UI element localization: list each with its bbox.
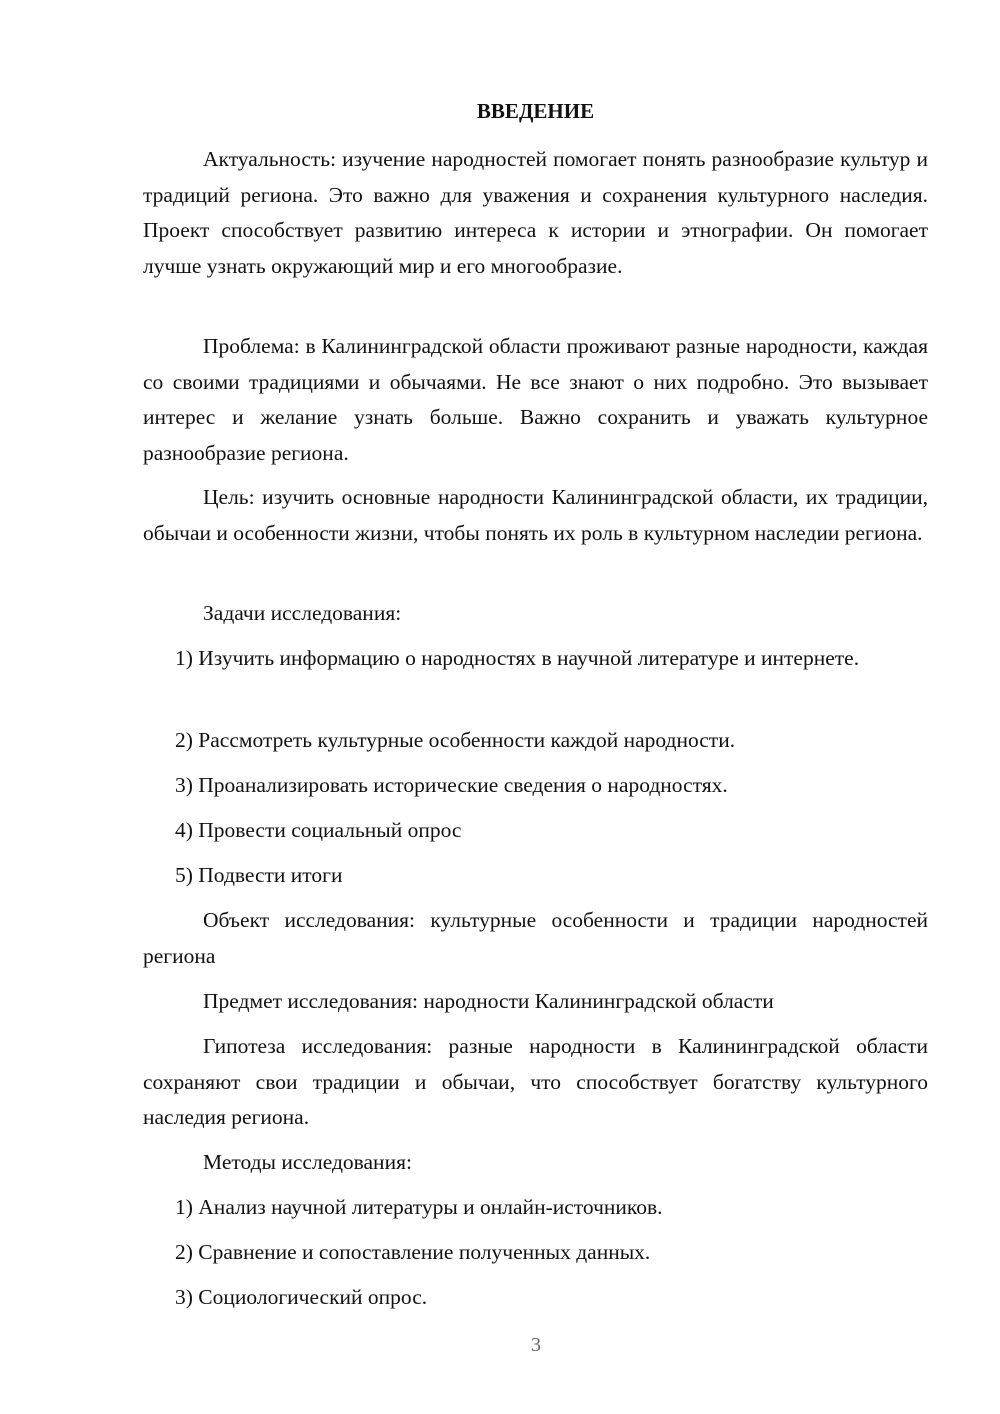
method-text: 1) Анализ научной литературы и онлайн-источников. xyxy=(175,1195,663,1219)
tasks-heading-text: Задачи исследования: xyxy=(203,601,402,625)
subject-text: Предмет исследования: народности Калининградской области xyxy=(203,989,774,1013)
goal-paragraph xyxy=(143,480,928,551)
task-text: 5) Подвести итоги xyxy=(175,863,343,887)
methods-heading xyxy=(143,1145,928,1181)
method-text: 3) Социологический опрос. xyxy=(175,1285,428,1309)
task-item-1 xyxy=(143,641,928,677)
method-item-2 xyxy=(143,1235,928,1271)
method-item-3 xyxy=(143,1280,928,1316)
method-item-1 xyxy=(143,1190,928,1226)
problem-paragraph xyxy=(143,329,928,471)
object-paragraph xyxy=(143,903,928,974)
method-text: 2) Сравнение и сопоставление полученных данных. xyxy=(175,1240,651,1264)
task-text: 3) Проанализировать исторические сведения о народностях. xyxy=(175,773,728,797)
tasks-heading xyxy=(143,596,928,632)
task-item-5 xyxy=(143,858,928,894)
relevance-paragraph xyxy=(143,142,928,284)
task-text: 1) Изучить информацию о народностях в научной литературе и интернете. xyxy=(175,646,860,670)
hypothesis-text: Гипотеза исследования: разные народности в Калининградской области сохраняют свои традиции и обычаи, что способствует богатству культурного наследия региона. xyxy=(143,1034,928,1129)
object-text: Объект исследования: культурные особенности и традиции народностей региона xyxy=(143,908,928,968)
task-text: 2) Рассмотреть культурные особенности каждой народности. xyxy=(175,728,736,752)
page-number: 3 xyxy=(531,1334,541,1356)
task-item-2 xyxy=(143,723,928,759)
problem-text: Проблема: в Калининградской области проживают разные народности, каждая со своими традициями и обычаями. Не все знают о них подробно. Это вызывает интерес и желание узнать больше. Важно сохранить и уважать культурное разнообразие региона. xyxy=(143,334,928,465)
task-item-4 xyxy=(143,813,928,849)
hypothesis-paragraph xyxy=(143,1029,928,1136)
methods-heading-text: Методы исследования: xyxy=(203,1150,412,1174)
task-text: 4) Провести социальный опрос xyxy=(175,818,462,842)
task-item-3 xyxy=(143,768,928,804)
goal-text: Цель: изучить основные народности Калининградской области, их традиции, обычаи и особенности жизни, чтобы понять их роль в культурном наследии региона. xyxy=(143,485,928,545)
relevance-text: Актуальность: изучение народностей помогает понять разнообразие культур и традиций региона. Это важно для уважения и сохранения культурного наследия. Проект способствует развитию интереса к истории и этнографии. Он помогает лучше узнать окружающий мир и его многообразие. xyxy=(143,147,928,278)
page-title: ВВЕДЕНИЕ xyxy=(476,99,595,123)
subject-paragraph xyxy=(143,984,928,1020)
